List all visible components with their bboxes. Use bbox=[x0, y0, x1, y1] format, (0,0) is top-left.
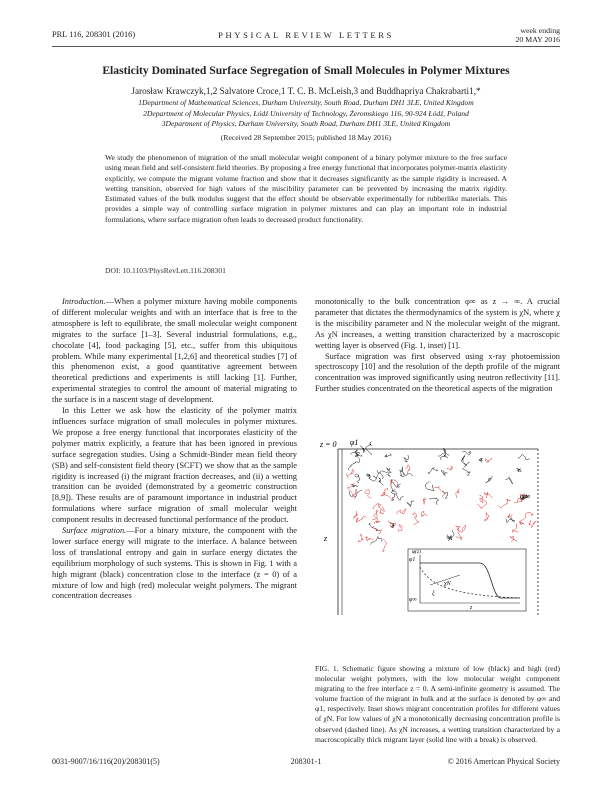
migration-paragraph bbox=[52, 526, 297, 602]
migrant-chain bbox=[505, 477, 512, 484]
matrix-chain bbox=[365, 537, 373, 541]
migrant-chain bbox=[518, 454, 530, 460]
matrix-chain bbox=[520, 512, 533, 521]
intro-paragraph bbox=[52, 297, 297, 406]
affiliation-2: 2Department of Molecular Physics, Łódź University of Technology, Żeromskiego 116, 90-924 Łódź, Poland bbox=[143, 108, 469, 118]
matrix-chain bbox=[423, 498, 426, 505]
inset-plot bbox=[408, 548, 526, 611]
figure-caption: FIG. 1. Schematic figure showing a mixture of low (black) and high (red) molecular weight polymers, with the low molecular weight component migrating to the free interface z = 0. A semi-infinite geometry is assumed. The volume fraction of the migrant in bulk and at the surface is denoted by φ∞ and φ1, respectively. Inset shows migrant concentration profiles for different values of χN. For low values of χN a monotonically decreasing concentration profile is observed (dashed line). As χN increases, a wetting transition characterized by a macroscopically thick migrant layer (solid line with a break) is observed. bbox=[315, 664, 560, 744]
matrix-chain bbox=[347, 483, 354, 493]
running-header bbox=[52, 26, 560, 46]
inset-xlabel: z bbox=[470, 605, 473, 611]
affiliations bbox=[52, 98, 560, 130]
migrant-chain bbox=[365, 442, 371, 455]
migrant-chain bbox=[355, 451, 358, 458]
fig-label-z: z bbox=[324, 534, 328, 543]
matrix-chain bbox=[484, 492, 493, 498]
matrix-chain bbox=[435, 487, 445, 498]
left-column bbox=[52, 297, 297, 602]
matrix-chain bbox=[412, 513, 419, 526]
matrix-chain bbox=[346, 470, 354, 478]
migrant-chain bbox=[385, 454, 392, 458]
migrant-chain bbox=[407, 501, 414, 507]
letter-paragraph: In this Letter we ask how the elasticity of the polymer matrix influences surface migration of small molecules in polymer mixtures. We propose a free energy functional that incorporates elasticity of the polymer matrix explicitly, a feature that has been ignored in previous surface segregation studies. Using a Schmidt-Binder mean field theory (SB) and self-consistent field theory (SCFT) we show that as the sample rigidity is increased (i) the migrant fraction decreases, and (ii) a wetting transition can be avoided (demonstrated by a geometric construction [8,9]). These results are of paramount importance in industrial product formulations where surface migration of small molecular weight component results in decreased functional performance of the product. bbox=[52, 406, 297, 525]
matrix-chain bbox=[397, 509, 406, 515]
matrix-chain bbox=[456, 532, 462, 540]
author-list: Jarosław Krawczyk,1,2 Salvatore Croce,1 T. C. B. McLeish,3 and Buddhapriya Chakrabarti1,* bbox=[131, 86, 481, 96]
doi-link[interactable]: DOI: 10.1103/PhysRevLett.116.208301 bbox=[105, 266, 226, 275]
migrant-chain bbox=[369, 523, 380, 531]
matrix-chain bbox=[519, 522, 524, 525]
migrant-chain bbox=[462, 454, 466, 461]
copyright: © 2016 American Physical Society bbox=[447, 757, 560, 766]
migrant-chain bbox=[429, 467, 438, 474]
matrix-chain bbox=[406, 465, 410, 474]
matrix-chain bbox=[382, 539, 387, 551]
matrix-chain bbox=[447, 466, 453, 470]
migrant-chain bbox=[447, 530, 454, 540]
migrant-chain bbox=[429, 498, 439, 504]
fig-label-z0: z = 0 bbox=[320, 440, 337, 449]
inset-xi: ξ bbox=[432, 591, 435, 597]
migrant-chain bbox=[400, 466, 404, 476]
intro-lead: Introduction. bbox=[62, 297, 106, 306]
migrant-chain bbox=[386, 468, 391, 477]
migrant-chain bbox=[373, 473, 383, 479]
header-rule bbox=[52, 46, 560, 47]
abstract: We study the phenomenon of migration of the small molecular weight component of a binary polymer mixture to the free surface using mean field and self-consistent field theories. By proposing a free energy functional that incorporates polymer-matrix elasticity explicitly, we compute the migrant volume fraction and show that it decreases significantly as the sample rigidity is increased. A wetting transition, observed for high values of the miscibility parameter can be prevented by increasing the matrix rigidity. Estimated values of the bulk modulus suggest that the effect should be observable experimentally for rubberlike materials. This provides a simple way of controlling surface migration in polymer mixtures and can play an important role in industrial formulations, where surface migration often leads to decreased product functionality. bbox=[105, 153, 507, 224]
matrix-chain bbox=[353, 511, 358, 518]
matrix-chain bbox=[513, 523, 519, 532]
migrant-chain bbox=[506, 518, 515, 523]
migrant-chain bbox=[486, 476, 493, 483]
migrant-chain bbox=[441, 471, 447, 476]
journal-ref: PRL 116, 208301 (2016) bbox=[52, 30, 136, 39]
migrant-chain bbox=[463, 468, 471, 476]
inset-chiN: χN bbox=[444, 581, 451, 587]
migrant-chain bbox=[370, 537, 382, 545]
matrix-chain bbox=[398, 525, 403, 532]
matrix-chain bbox=[499, 499, 511, 508]
migrant-chain bbox=[479, 459, 483, 463]
matrix-chain bbox=[480, 495, 485, 503]
polymer-chains bbox=[346, 442, 536, 552]
migrant-chain bbox=[463, 451, 471, 455]
matrix-chain bbox=[365, 490, 372, 499]
page-number: 208301-1 bbox=[290, 757, 322, 766]
issue-date bbox=[516, 26, 560, 44]
matrix-chain bbox=[356, 517, 366, 523]
inset-phiinf: φ∞ bbox=[409, 597, 417, 603]
matrix-chain bbox=[373, 503, 382, 510]
received-dates: (Received 28 September 2015; published 18 May 2016) bbox=[220, 133, 392, 142]
date: 20 MAY 2016 bbox=[515, 35, 560, 44]
week-label: week ending bbox=[520, 26, 560, 35]
migration-text: —For a binary mixture, the component with the lower surface energy will migrate to the interface. A balance between loss of translational entropy and gain in surface energy dictates the equilibrium morphology of such systems. This is shown in Fig. 1 with a high migrant (black) concentration close to the interface (z = 0) of a mixture of low and high (red) molecular weight polymers. The migrant concentration decreases bbox=[52, 526, 297, 601]
observation-paragraph: Surface migration was first observed using x-ray photoemission spectroscopy [10] and the resolution of the depth profile of the migrant concentration was improved significantly using neutron reflectivity [11]. Further studies concentrated on the theoretical aspects of the migration bbox=[315, 351, 560, 394]
matrix-chain bbox=[358, 534, 363, 542]
migrant-chain bbox=[352, 485, 357, 487]
figure-1 bbox=[320, 435, 550, 635]
affiliation-1: 1Department of Mathematical Sciences, Durham University, South Road, Durham DH1 3LE, United Kingdom bbox=[138, 98, 474, 107]
matrix-chain bbox=[372, 526, 381, 534]
migrant-chain bbox=[461, 460, 469, 467]
matrix-chain bbox=[421, 511, 428, 517]
fig-label-phiinf: φ∞ bbox=[520, 492, 531, 501]
matrix-chain bbox=[380, 506, 385, 513]
matrix-chain bbox=[485, 458, 491, 463]
matrix-chain bbox=[510, 536, 517, 542]
matrix-chain bbox=[484, 513, 489, 522]
right-column bbox=[315, 297, 560, 395]
paper-title: Elasticity Dominated Surface Segregation of Small Molecules in Polymer Mixtures bbox=[102, 64, 510, 77]
matrix-chain bbox=[456, 489, 459, 498]
matrix-chain bbox=[529, 520, 537, 527]
migrant-chain bbox=[425, 481, 434, 490]
matrix-chain bbox=[389, 520, 396, 527]
intro-text: —When a polymer mixture having mobile components of different molecular weights and with an interface that is free to the atmosphere is left to equilibrate, the small molecular weight component migrates to the surface [1–3]. Several industrial formulations, e.g., chocolate [4], food packaging [5], etc., suffer from this ubiquitous problem. While many experimental [1,2,6] and theoretical studies [7] of this phenomenon exist, a good quantitative agreement between theoretical predictions and experiments is still lacking [1]. Further, experimental strategies to control the amount of material migrating to the surface is in a nascent stage of development. bbox=[52, 297, 297, 405]
migrant-chain bbox=[349, 459, 360, 471]
migrant-chain bbox=[404, 455, 409, 461]
footer-code: 0031-9007/16/116(20)/208301(5) bbox=[52, 757, 160, 766]
migrant-chain bbox=[516, 468, 521, 472]
matrix-chain bbox=[477, 500, 487, 508]
inset-phi1: φ1 bbox=[409, 557, 416, 563]
migrant-chain bbox=[438, 448, 449, 456]
migration-lead: Surface migration. bbox=[62, 526, 127, 536]
matrix-chain bbox=[381, 494, 393, 500]
continuation-paragraph: monotonically to the bulk concentration φ∞ as z → ∞. A crucial parameter that dictates the thermodynamics of the system is χN, where χ is the miscibility parameter and N the molecular weight of the migrant. As χN increases, a wetting transition characterized by a macroscopic wetting layer is observed (Fig. 1, inset) [1]. bbox=[315, 297, 560, 350]
journal-name: PHYSICAL REVIEW LETTERS bbox=[218, 30, 394, 40]
fig-label-phi1: φ1 bbox=[350, 438, 359, 447]
matrix-chain bbox=[508, 513, 513, 518]
inset-ylabel: φ(z) bbox=[412, 549, 421, 555]
affiliation-3: 3Department of Physics, Durham University, South Road, Durham DH1 3LE, United Kingdom bbox=[161, 119, 451, 129]
migrant-chain bbox=[391, 479, 400, 487]
matrix-chain bbox=[456, 525, 461, 531]
migrant-chain bbox=[355, 474, 360, 483]
